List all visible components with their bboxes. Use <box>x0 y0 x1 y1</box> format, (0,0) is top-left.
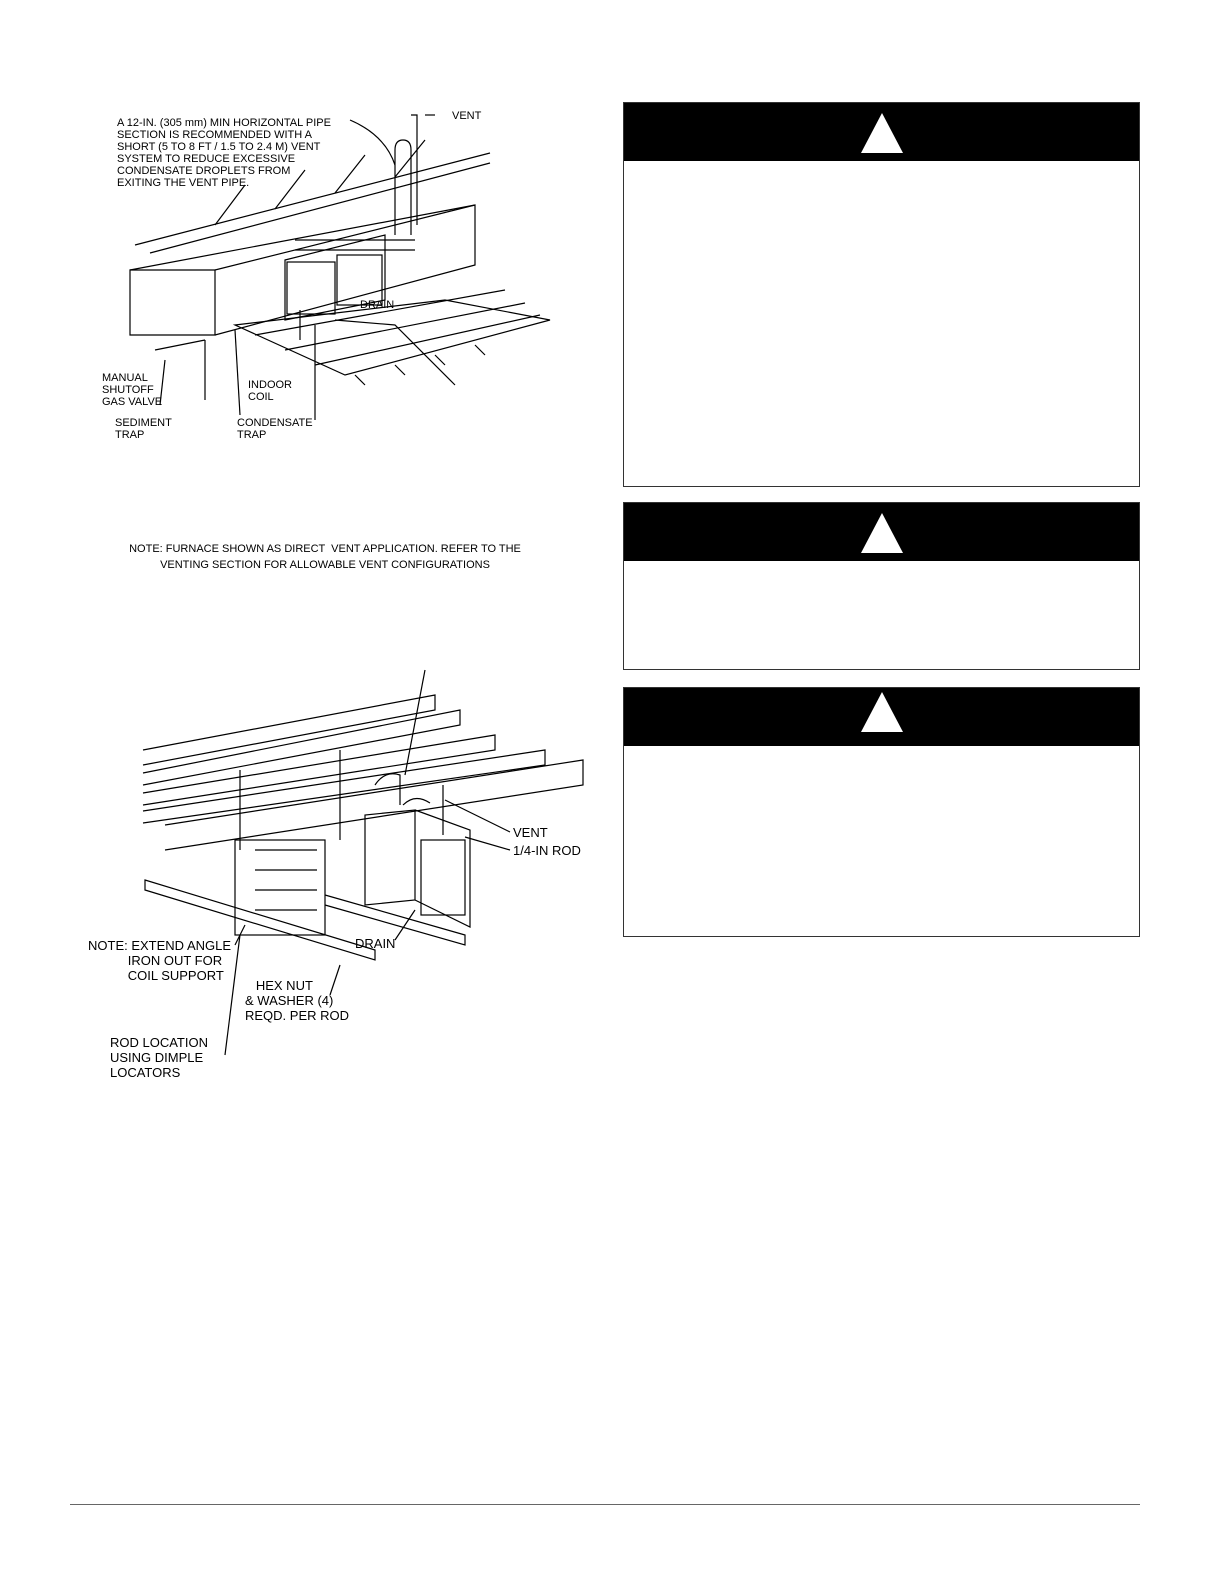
warning-box-3 <box>623 687 1140 937</box>
label-vent-bottom: VENT <box>513 825 548 840</box>
label-sediment-trap: SEDIMENT TRAP <box>115 417 172 441</box>
warning-header-3 <box>624 688 1139 746</box>
warning-box-2 <box>623 502 1140 670</box>
warning-header-2 <box>624 503 1139 561</box>
warning-triangle-icon <box>861 513 903 553</box>
warning-triangle-icon <box>861 113 903 153</box>
label-indoor-coil: INDOOR COIL <box>248 379 292 403</box>
figure-suspended-installation <box>85 665 585 1085</box>
figure-attic-installation <box>95 75 575 455</box>
label-extend-angle: NOTE: EXTEND ANGLE IRON OUT FOR COIL SUPPORT <box>88 938 232 983</box>
warning-box-1 <box>623 102 1140 487</box>
label-rod-location: ROD LOCATION USING DIMPLE LOCATORS <box>110 1035 208 1080</box>
footer-divider <box>70 1504 1140 1505</box>
warning-header-1 <box>624 103 1139 161</box>
warning-triangle-icon <box>861 692 903 732</box>
label-manual-shutoff: MANUAL SHUTOFF GAS VALVE <box>102 372 163 408</box>
label-condensate-trap: CONDENSATE TRAP <box>237 417 313 441</box>
label-vent: VENT <box>452 110 482 122</box>
label-drain: DRAIN <box>360 299 395 311</box>
label-drain-bottom: DRAIN <box>355 936 396 951</box>
label-rod: 1/4-IN ROD <box>513 843 581 858</box>
label-horizontal-pipe: A 12-IN. (305 mm) MIN HORIZONTAL PIPE SECTION IS RECOMMENDED WITH A SHORT (5 TO 8 FT / 1.5 TO 2.4 M) VENT SYSTEM TO REDUCE EXCESSIVE CONDENSATE DROPLETS FROM EXITING THE VENT PIPE. <box>117 117 331 189</box>
label-hex-nut: HEX NUT & WASHER (4) REQD. PER ROD <box>245 978 350 1023</box>
figure-note: NOTE: FURNACE SHOWN AS DIRECT VENT APPLICATION. REFER TO THE VENTING SECTION FOR ALLOWABLE VENT CONFIGURATIONS <box>129 543 521 571</box>
